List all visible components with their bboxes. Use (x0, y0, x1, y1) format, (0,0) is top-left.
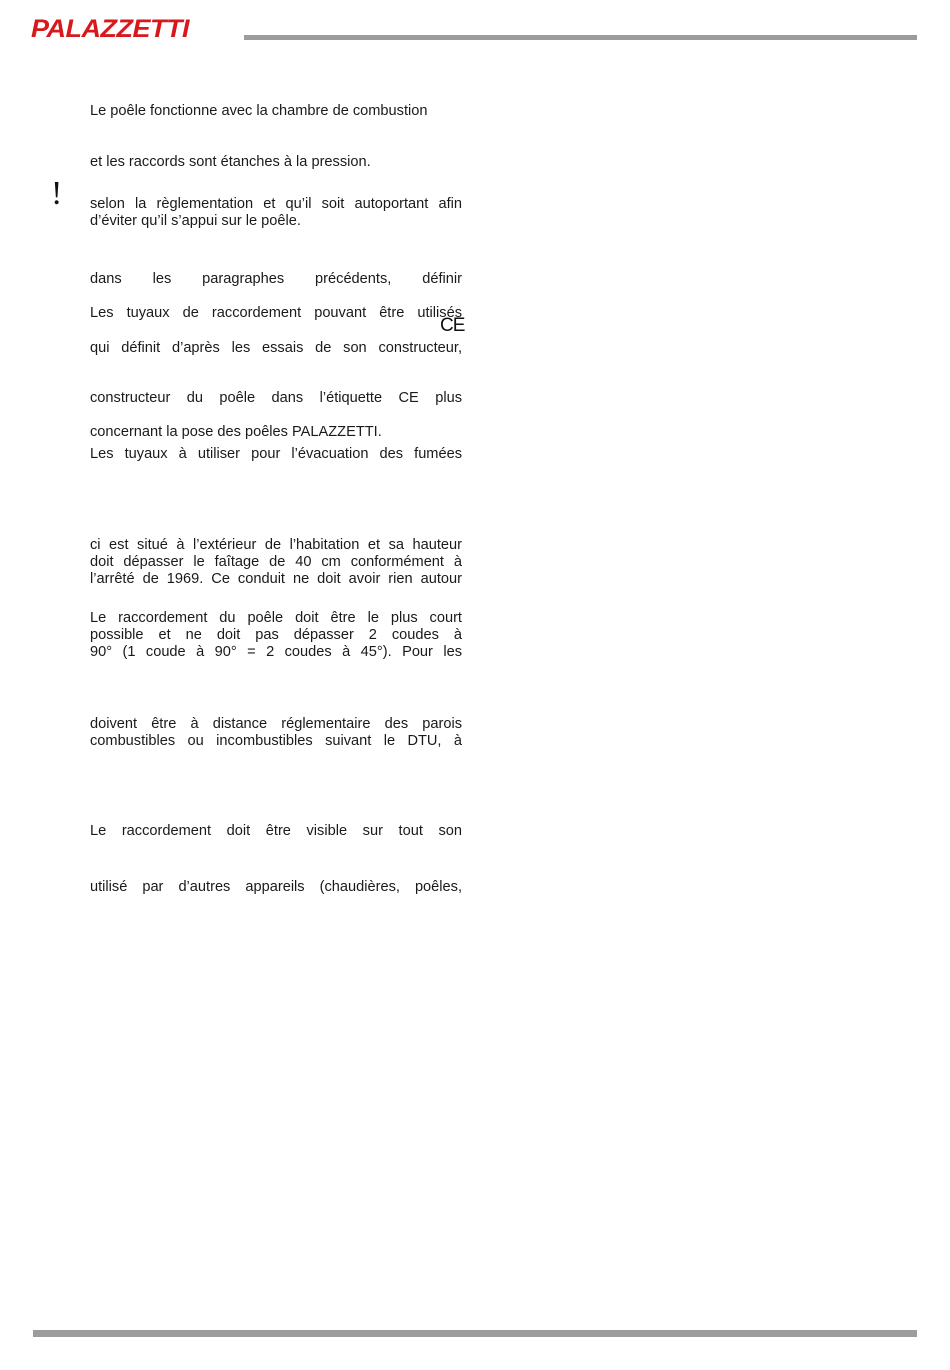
text-line: combustibles ou incombustibles suivant le DTU, à (90, 733, 462, 749)
paragraph-13 (90, 879, 462, 896)
paragraph-8 (90, 424, 462, 463)
paragraph-9 (90, 537, 462, 588)
paragraph-7 (90, 390, 462, 407)
text-line: possible et ne doit pas dépasser 2 coudes à (90, 627, 462, 643)
text-line: doit dépasser le faîtage de 40 cm conformément à (90, 554, 462, 570)
text-line: Les tuyaux de raccordement pouvant être utilisés (90, 305, 462, 321)
paragraph-5 (90, 305, 462, 322)
text-line: constructeur du poêle dans l’étiquette CE plus (90, 390, 462, 406)
footer-rule (33, 1330, 917, 1337)
text-line: Les tuyaux à utiliser pour l’évacuation des fumées (90, 446, 462, 462)
text-line: l’arrêté de 1969. Ce conduit ne doit avoir rien autour (90, 571, 462, 587)
paragraph-6 (90, 340, 462, 357)
paragraph-12 (90, 823, 462, 840)
paragraph-3 (90, 196, 462, 230)
ce-mark-icon: CE (440, 315, 465, 336)
text-line: ci est situé à l’extérieur de l’habitation et sa hauteur (90, 537, 462, 553)
warning-icon: ! (51, 175, 63, 212)
text-line: 90° (1 coude à 90° = 2 coudes à 45°). Pour les (90, 644, 462, 660)
brand-logo: PALAZZETTI (31, 14, 189, 43)
paragraph-2 (90, 154, 462, 171)
paragraph-10 (90, 610, 462, 661)
text-line: Le raccordement doit être visible sur tout son (90, 823, 462, 839)
text-line: qui définit d’après les essais de son constructeur, (90, 340, 462, 356)
text-line: Le raccordement du poêle doit être le plus court (90, 610, 462, 626)
text-line: d’éviter qu’il s’appui sur le poêle. (90, 213, 301, 229)
text-line: doivent être à distance réglementaire des parois (90, 716, 462, 732)
text-line: selon la règlementation et qu’il soit autoportant afin (90, 196, 462, 212)
text-line: et les raccords sont étanches à la pression. (90, 154, 371, 170)
text-line: Le poêle fonctionne avec la chambre de combustion (90, 103, 428, 119)
paragraph-1 (90, 103, 462, 120)
paragraph-4 (90, 271, 462, 288)
text-line: dans les paragraphes précédents, définir (90, 271, 462, 287)
header-rule (244, 35, 917, 40)
paragraph-11 (90, 716, 462, 750)
text-line: concernant la pose des poêles PALAZZETTI. (90, 424, 382, 440)
text-line: utilisé par d’autres appareils (chaudières, poêles, (90, 879, 462, 895)
